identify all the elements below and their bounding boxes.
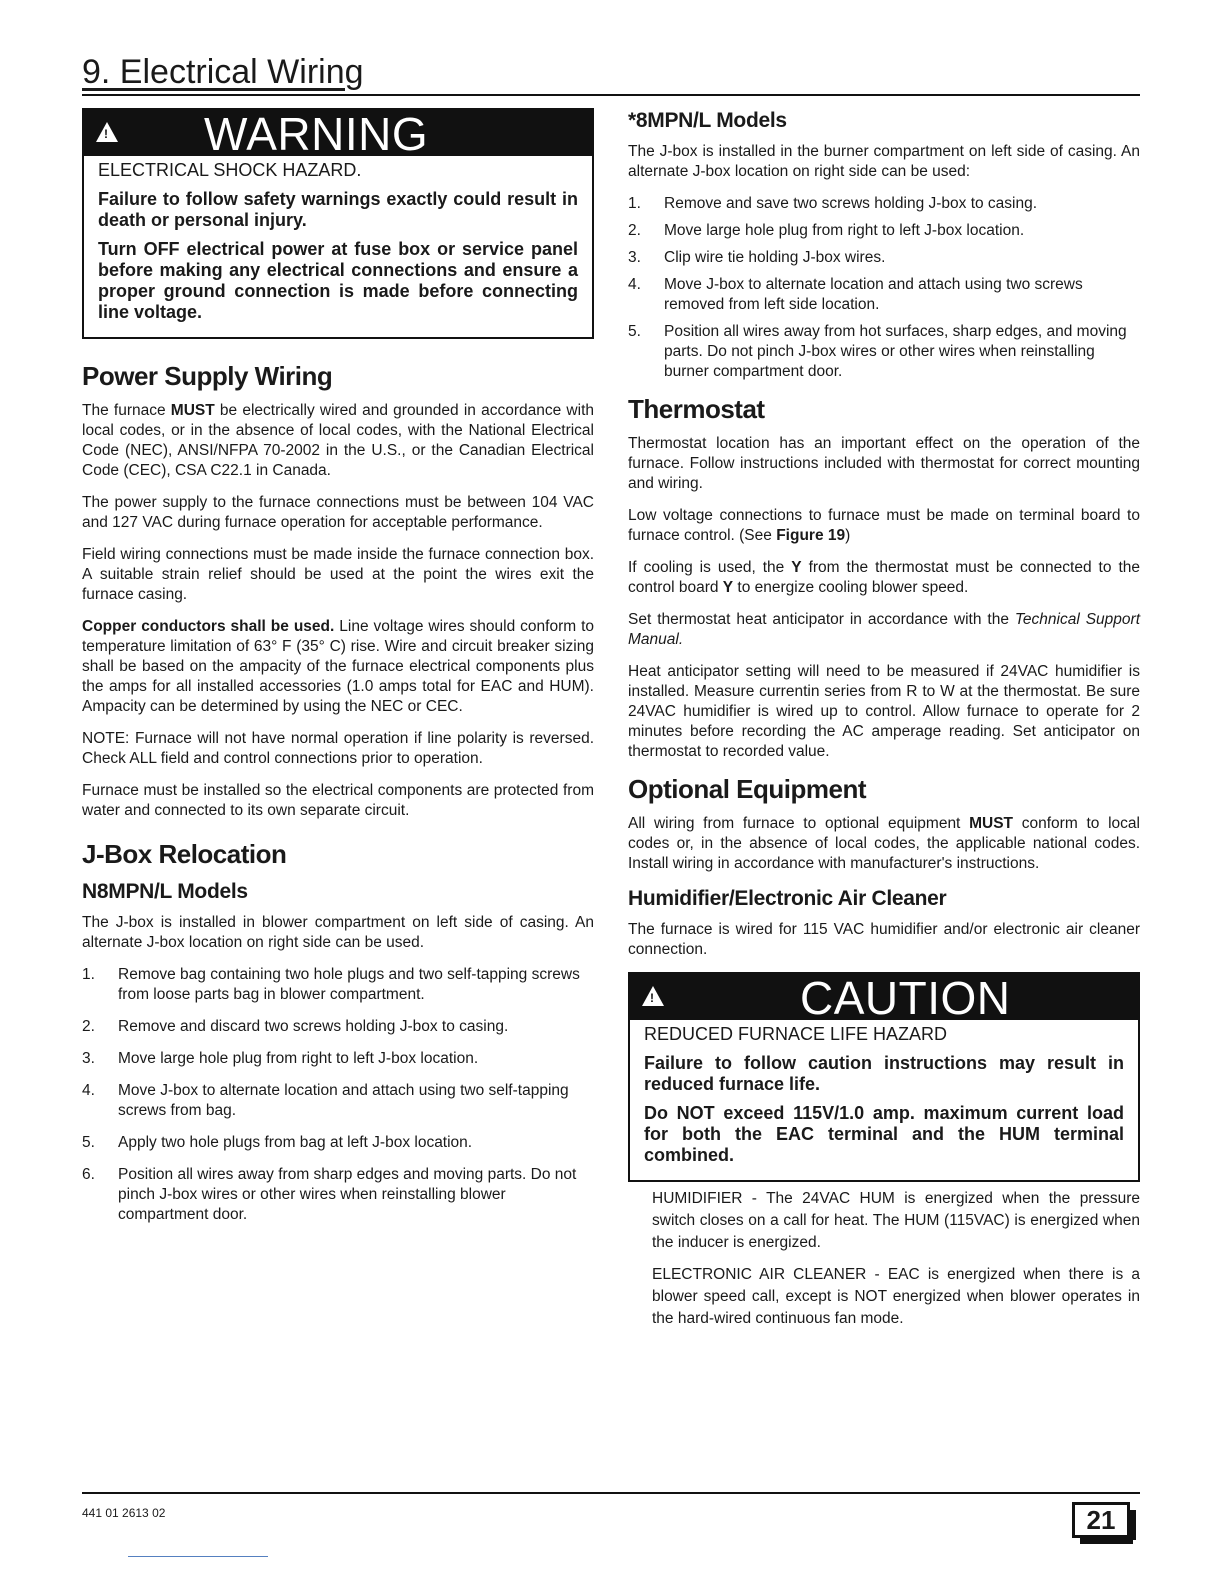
thermostat-paragraph-3: If cooling is used, the Y from the thermostat must be connected to the control board Y to energize cooling blower speed.: [628, 559, 1140, 596]
thermostat-paragraph-1: Thermostat location has an important effect on the operation of the furnace. Follow instructions included with thermostat for correct mounting and wiring.: [628, 435, 1140, 492]
page-number: 21: [1072, 1502, 1130, 1538]
thermostat-paragraph-5: Heat anticipator setting will need to be measured if 24VAC humidifier is installed. Measure currentin series from R to W at the thermostat. Be sure 24VAC humidifier is wired up to control. Allow furnace to operate for 2 minutes before recording the AC amperage reading. Set anticipator on thermostat to recorded value.: [628, 663, 1140, 760]
left-column: [82, 108, 594, 1237]
thermostat-paragraph-2: Low voltage connections to furnace must be made on terminal board to furnace control. (See Figure 19): [628, 507, 1140, 544]
list-item: 3. Clip wire tie holding J-box wires.: [628, 249, 886, 266]
document-code: 441 01 2613 02: [82, 1506, 166, 1520]
list-item: 6. Position all wires away from sharp edges and moving parts. Do not pinch J-box wires or other wires when reinstalling blower compartment door.: [82, 1166, 577, 1223]
right-column: [628, 108, 1140, 1340]
jbox-heading: J-Box Relocation: [82, 839, 287, 869]
warning-hazard: ELECTRICAL SHOCK HAZARD.: [98, 160, 362, 180]
footer-divider: [82, 1492, 1140, 1494]
humidifier-subheading: Humidifier/Electronic Air Cleaner: [628, 887, 947, 910]
humidifier-note: HUMIDIFIER - The 24VAC HUM is energized when the pressure switch closes on a call for heat. The HUM (115VAC) is energized when the inducer is energized.: [652, 1190, 1140, 1251]
power-supply-heading: Power Supply Wiring: [82, 361, 333, 391]
warning-word: WARNING: [204, 108, 429, 160]
divider: [128, 1556, 268, 1557]
warning-box: [82, 108, 594, 339]
list-item: 3. Move large hole plug from right to left J-box location.: [82, 1050, 479, 1067]
warning-header: [84, 108, 592, 160]
power-supply-paragraph-4: Copper conductors shall be used. Line voltage wires should conform to temperature limitation of 63° F (35° C) rise. Wire and circuit breaker sizing shall be based on the ampacity of the furnace electrical components plus the amps for all installed accessories (1.0 amps total for EAC and HUM). Ampacity can be determined by using the NEC or CEC.: [82, 618, 595, 715]
caution-header: [630, 972, 1138, 1024]
caution-triangle-icon: [642, 986, 664, 1006]
power-supply-note: NOTE: Furnace will not have normal operation if line polarity is reversed. Check ALL field and control connections prior to operation.: [82, 730, 594, 767]
optional-heading: Optional Equipment: [628, 774, 866, 804]
power-supply-paragraph-2: The power supply to the furnace connections must be between 104 VAC and 127 VAC during furnace operation for acceptable performance.: [82, 494, 594, 531]
warning-line-1: Failure to follow safety warnings exactly could result in death or personal injury.: [98, 189, 578, 230]
power-supply-paragraph-3: Field wiring connections must be made inside the furnace connection box. A suitable strain relief should be used at the point the wires exit the furnace casing.: [82, 546, 594, 603]
eac-note: ELECTRONIC AIR CLEANER - EAC is energized when there is a blower speed call, except is NOT energized when blower operates in the hard-wired continuous fan mode.: [652, 1266, 1140, 1327]
humidifier-paragraph: The furnace is wired for 115 VAC humidifier and/or electronic air cleaner connection.: [628, 921, 1140, 958]
list-item: 1. Remove bag containing two hole plugs and two self-tapping screws from loose parts bag in blower compartment.: [82, 966, 580, 1003]
list-item: 5. Position all wires away from hot surfaces, sharp edges, and moving parts. Do not pinch J-box wires or other wires when reinstalling burner compartment door.: [628, 323, 1127, 380]
list-item: 4. Move J-box to alternate location and attach using two self-tapping screws from bag.: [82, 1082, 569, 1119]
models8-intro: The J-box is installed in the burner compartment on left side of casing. An alternate J-box location on right side can be used:: [628, 143, 1140, 180]
list-item: 1. Remove and save two screws holding J-box to casing.: [628, 195, 1038, 212]
page-title: 9. Electrical Wiring: [82, 52, 1140, 96]
list-item: 2. Move large hole plug from right to left J-box location.: [628, 222, 1025, 239]
models8-heading: *8MPN/L Models: [628, 109, 787, 132]
warning-line-2: Turn OFF electrical power at fuse box or service panel before making any electrical connections and ensure a proper ground connection is made before connecting line voltage.: [98, 239, 578, 322]
optional-paragraph-1: All wiring from furnace to optional equipment MUST conform to local codes or, in the absence of local codes, the applicable national codes. Install wiring in accordance with manufacturer's instructions.: [628, 815, 1140, 872]
caution-line-1: Failure to follow caution instructions may result in reduced furnace life.: [644, 1053, 1124, 1094]
models8-steps: [628, 194, 1140, 382]
jbox-steps: [82, 965, 594, 1225]
caution-hazard: REDUCED FURNACE LIFE HAZARD: [644, 1024, 948, 1044]
warning-triangle-icon: [96, 122, 118, 142]
list-item: 5. Apply two hole plugs from bag at left J-box location.: [82, 1134, 473, 1151]
jbox-intro: The J-box is installed in blower compartment on left side of casing. An alternate J-box location on right side can be used.: [82, 914, 594, 951]
caution-line-2: Do NOT exceed 115V/1.0 amp. maximum current load for both the EAC terminal and the HUM terminal combined.: [644, 1103, 1124, 1165]
thermostat-heading: Thermostat: [628, 394, 765, 424]
caution-word: CAUTION: [800, 972, 1011, 1024]
power-supply-paragraph-6: Furnace must be installed so the electrical components are protected from water and connected to its own separate circuit.: [82, 782, 594, 819]
power-supply-paragraph-1: The furnace MUST be electrically wired and grounded in accordance with local codes, or in the absence of local codes, with the National Electrical Code (NEC), ANSI/NFPA 70-2002 in the U.S., or the Canadian Electrical Code (CEC), CSA C22.1 in Canada.: [82, 402, 594, 479]
thermostat-paragraph-4: Set thermostat heat anticipator in accordance with the Technical Support Manual.: [628, 611, 1140, 648]
list-item: 2. Remove and discard two screws holding J-box to casing.: [82, 1018, 509, 1035]
caution-box: [628, 972, 1140, 1182]
list-item: 4. Move J-box to alternate location and attach using two screws removed from left side location.: [628, 276, 1083, 313]
jbox-subheading: N8MPN/L Models: [82, 880, 248, 903]
